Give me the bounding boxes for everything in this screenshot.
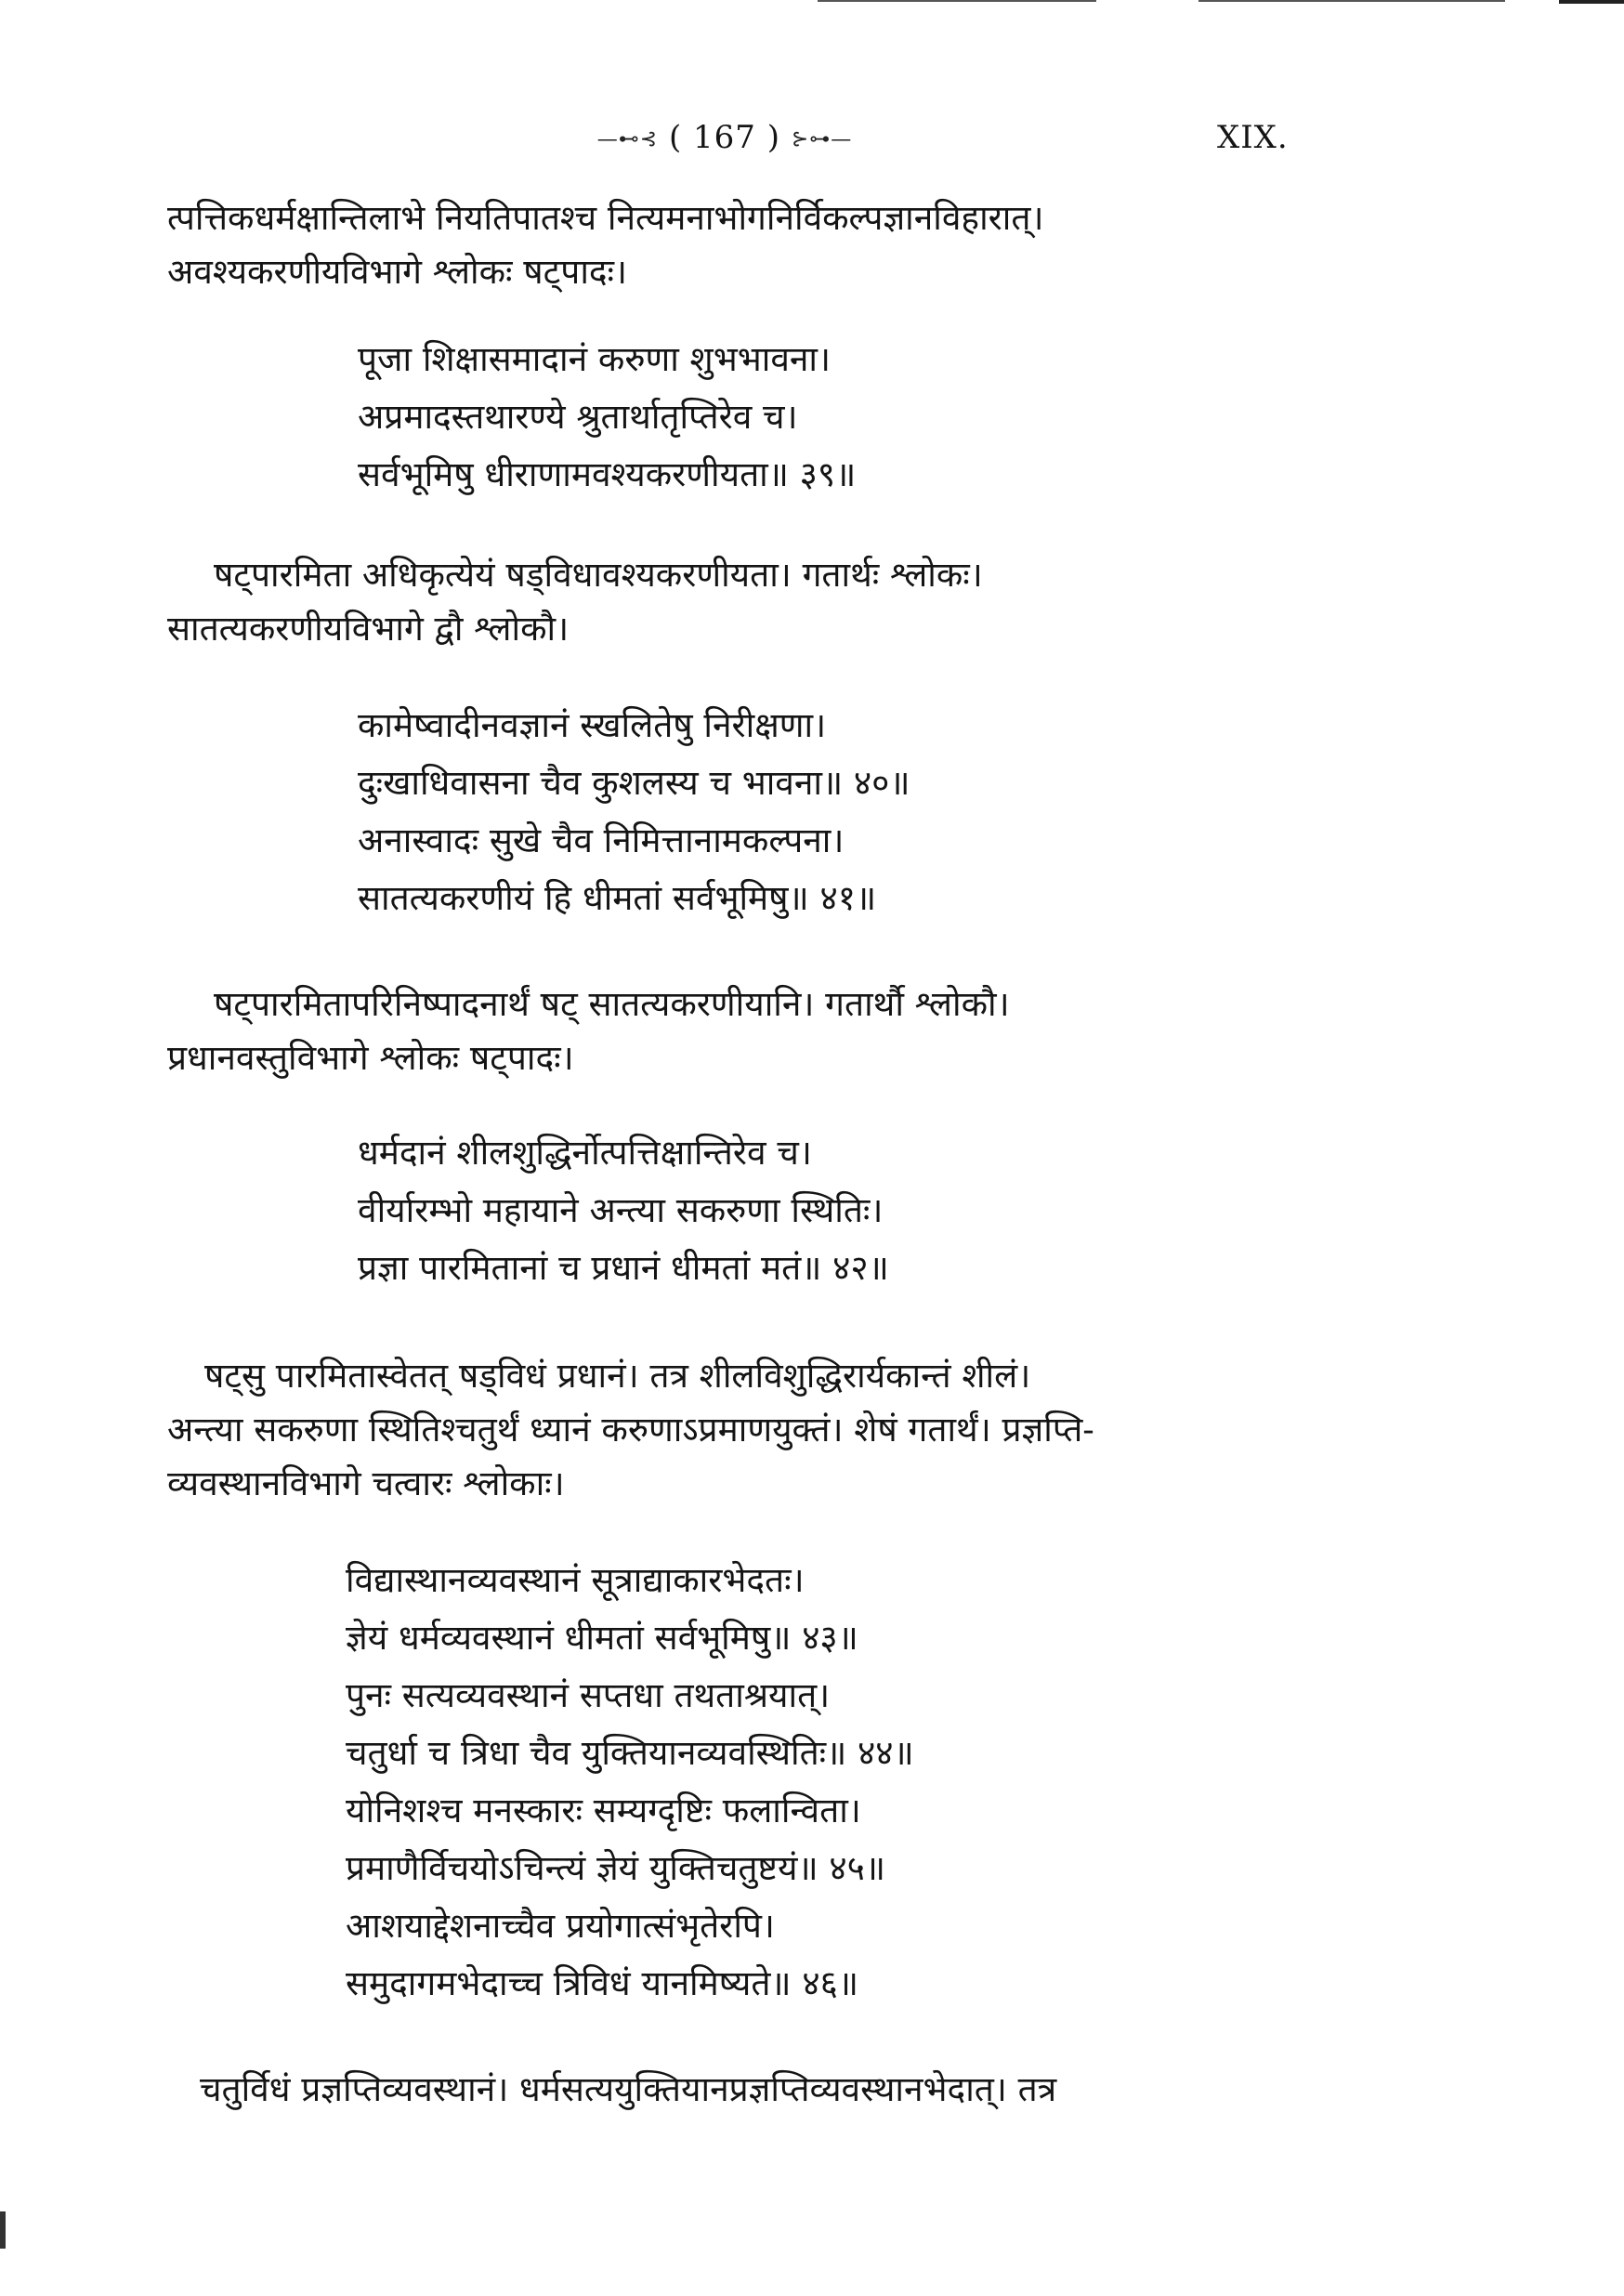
- verse-line: ज्ञेयं धर्मव्यवस्थानं धीमतां सर्वभूमिषु॥ ४३॥: [346, 1618, 858, 1658]
- text-line: षट्पारमिता अधिकृत्येयं षड्विधावश्यकरणीयता। गतार्थः श्लोकः।: [214, 555, 983, 595]
- verse-block: [358, 697, 910, 927]
- verse-block: [346, 1552, 914, 2013]
- verse-block: [358, 331, 856, 504]
- verse-line: कामेष्वादीनवज्ञानं स्खलितेषु निरीक्षणा।: [358, 705, 827, 745]
- text-line: चतुर्विधं प्रज्ञप्तिव्यवस्थानं। धर्मसत्ययुक्तियानप्रज्ञप्तिव्यवस्थानभेदात्। तत्र: [200, 2069, 1057, 2109]
- verse-line: समुदागमभेदाच्च त्रिविधं यानमिष्यते॥ ४६॥: [346, 1963, 858, 2003]
- text-line: प्रधानवस्तुविभागे श्लोकः षट्पादः।: [167, 1038, 574, 1078]
- prose-paragraph: [167, 1349, 1094, 1511]
- verse-line: सातत्यकरणीयं हि धीमतां सर्वभूमिषु॥ ४१॥: [358, 878, 877, 918]
- text-line: अन्त्या सकरुणा स्थितिश्चतुर्थं ध्यानं करुणाऽप्रमाणयुक्तं। शेषं गतार्थं। प्रज्ञप्ति-: [167, 1410, 1094, 1450]
- verse-line: वीर्यारम्भो महायाने अन्त्या सकरुणा स्थितिः।: [358, 1190, 884, 1230]
- scan-edge-artifact: [818, 0, 1096, 2]
- ornament-left-icon: —⊷⊰: [596, 127, 659, 151]
- verse-line: अप्रमादस्तथारण्ये श्रुतार्थातृप्तिरेव च।: [358, 397, 798, 437]
- verse-line: अनास्वादः सुखे चैव निमित्तानामकल्पना।: [358, 820, 845, 860]
- verse-block: [358, 1124, 889, 1297]
- prose-paragraph: [167, 191, 1044, 299]
- scan-edge-artifact: [1198, 0, 1505, 2]
- text-line: षट्पारमितापरिनिष्पादनार्थं षट् सातत्यकरणीयानि। गतार्थौ श्लोकौ।: [214, 984, 1010, 1024]
- text-line: त्पत्तिकधर्मक्षान्तिलाभे नियतिपातश्च नित्यमनाभोगनिर्विकल्पज्ञानविहारात्।: [167, 198, 1044, 238]
- page-number-text: ( 167 ): [668, 119, 781, 156]
- prose-paragraph: [167, 977, 1010, 1085]
- verse-line: धर्मदानं शीलशुद्धिर्नोत्पत्तिक्षान्तिरेव च।: [358, 1133, 812, 1173]
- scan-corner-artifact: [1559, 0, 1624, 22]
- verse-line: पूजा शिक्षासमादानं करुणा शुभभावना।: [358, 339, 832, 379]
- verse-line: पुनः सत्यव्यवस्थानं सप्तधा तथताश्रयात्।: [346, 1675, 831, 1715]
- verse-line: योनिशश्च मनस्कारः सम्यग्दृष्टिः फलान्विता।: [346, 1791, 861, 1830]
- verse-line: प्रज्ञा पारमितानां च प्रधानं धीमतां मतं॥ ४२॥: [358, 1248, 889, 1288]
- verse-line: प्रमाणैर्विचयोऽचिन्त्यं ज्ञेयं युक्तिचतुष्टयं॥ ४५॥: [346, 1848, 886, 1888]
- ornament-right-icon: ⊱⊶—: [791, 127, 853, 151]
- text-line: अवश्यकरणीयविभागे श्लोकः षट्पादः।: [167, 252, 628, 292]
- verse-line: आशयाद्देशनाच्चैव प्रयोगात्संभृतेरपि।: [346, 1906, 775, 1946]
- verse-line: दुःखाधिवासना चैव कुशलस्य च भावना॥ ४०॥: [358, 763, 910, 803]
- text-line: व्यवस्थानविभागे चत्वारः श्लोकाः।: [167, 1463, 565, 1503]
- text-line: सातत्यकरणीयविभागे द्वौ श्लोकौ।: [167, 609, 570, 649]
- page-header: [0, 119, 1624, 165]
- verse-line: चतुर्धा च त्रिधा चैव युक्तियानव्यवस्थितिः॥ ४४॥: [346, 1733, 914, 1773]
- verse-line: विद्यास्थानव्यवस्थानं सूत्राद्याकारभेदतः।: [346, 1560, 805, 1600]
- prose-paragraph: [167, 548, 983, 656]
- text-line: षट्सु पारमितास्वेतत् षड्विधं प्रधानं। तत्र शीलविशुद्धिरार्यकान्तं शीलं।: [204, 1356, 1031, 1396]
- verse-line: सर्वभूमिषु धीराणामवश्यकरणीयता॥ ३९॥: [358, 454, 857, 494]
- page-number: [576, 119, 873, 156]
- folio-number: XIX.: [1217, 119, 1289, 156]
- prose-paragraph: [200, 2063, 1056, 2117]
- scan-edge-artifact: [0, 2211, 6, 2249]
